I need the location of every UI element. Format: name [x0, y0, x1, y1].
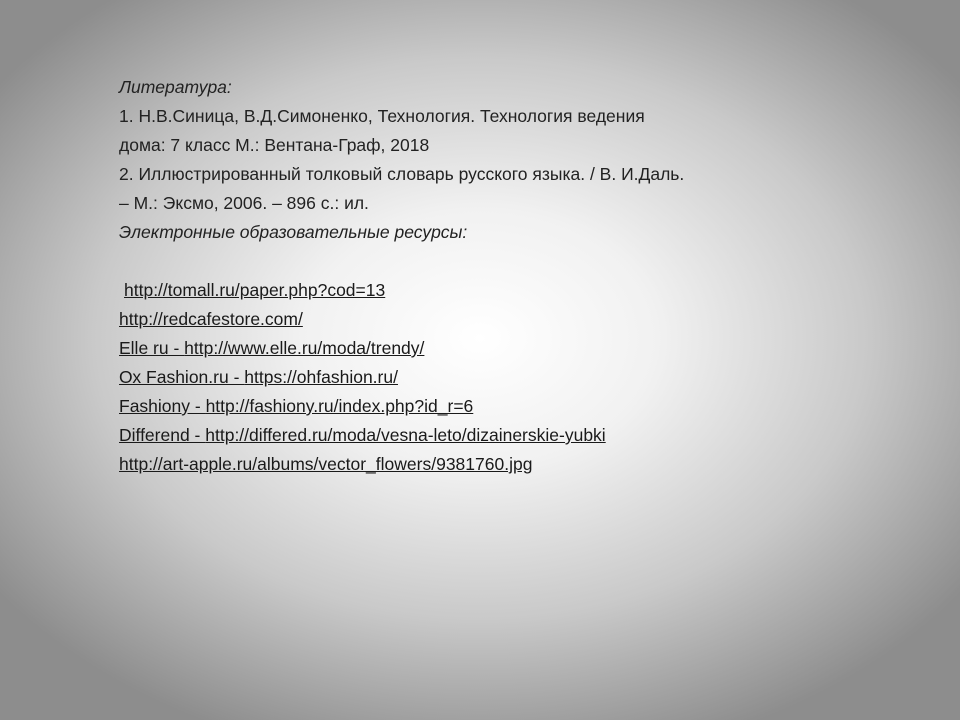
resource-link-row-tomall	[119, 276, 839, 305]
resource-link-differend[interactable]: http://differed.ru/moda/vesna-leto/dizainerskie-yubki	[205, 425, 606, 445]
resource-link-ohfashion[interactable]: https://ohfashion.ru/	[244, 367, 398, 387]
resource-link-tomall[interactable]: http://tomall.ru/paper.php?cod=13	[124, 280, 386, 300]
resource-link-art-apple[interactable]: http://art-apple.ru/albums/vector_flowers/9381760.jpg	[119, 454, 533, 474]
resource-link-row-art-apple	[119, 450, 839, 479]
resource-label-fashiony: Fashiony -	[119, 396, 206, 416]
resource-label-elle: Elle ru -	[119, 338, 185, 358]
resource-label-differend: Differend -	[119, 425, 206, 445]
resource-link-row-fashiony	[119, 392, 839, 421]
resource-label-ohfashion: Ох Fashion.ru -	[119, 367, 245, 387]
blank-line	[119, 247, 839, 276]
resource-link-row-ohfashion	[119, 363, 839, 392]
resource-link-elle[interactable]: http://www.elle.ru/moda/trendy/	[184, 338, 425, 358]
literature-item-1-line-1: 1. Н.В.Синица, В.Д.Симоненко, Технология. Технология ведения	[119, 106, 645, 126]
resource-link-row-differend	[119, 421, 839, 450]
resource-link-row-elle	[119, 334, 839, 363]
resource-link-fashiony[interactable]: http://fashiony.ru/index.php?id_r=6	[205, 396, 474, 416]
slide-content	[119, 73, 839, 479]
literature-item-2-line-1: 2. Иллюстрированный толковый словарь русского языка. / В. И.Даль.	[119, 164, 685, 184]
literature-item-2-line-2: – М.: Эксмо, 2006. – 896 с.: ил.	[119, 193, 369, 213]
literature-heading: Литература:	[119, 77, 232, 97]
resource-link-redcafestore[interactable]: http://redcafestore.com/	[119, 309, 303, 329]
resources-heading: Электронные образовательные ресурсы:	[119, 222, 468, 242]
literature-item-1-line-2: дома: 7 класс М.: Вентана-Граф, 2018	[119, 135, 430, 155]
resource-link-row-redcafestore	[119, 305, 839, 334]
